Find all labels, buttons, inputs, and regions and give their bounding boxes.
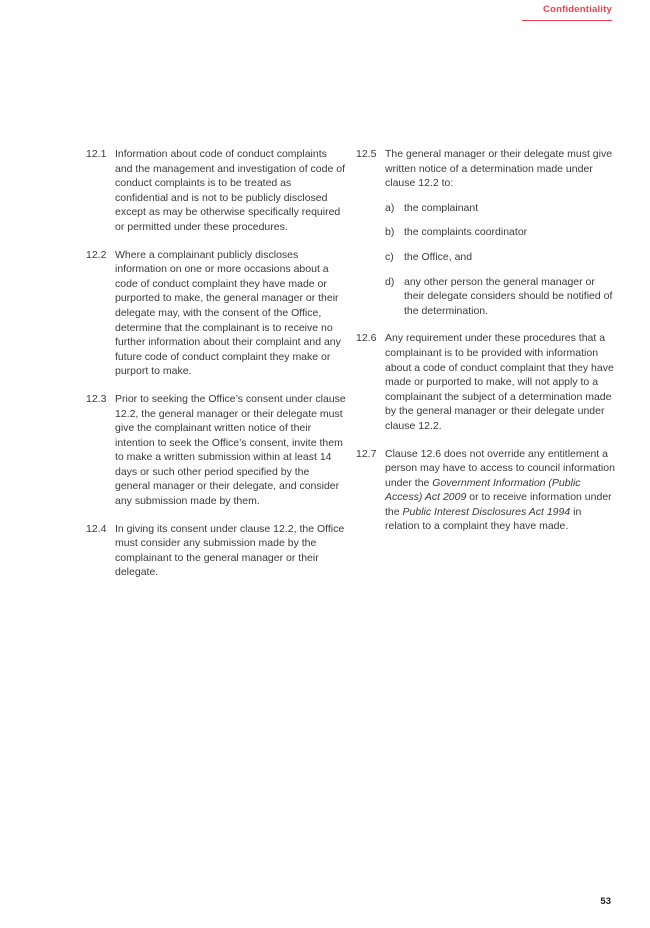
- clause-text-part: Clause 12.6 does not override any entitlement a person may have to access to council information under the: [385, 447, 615, 489]
- clause-number: 12.6: [356, 332, 377, 345]
- list-item-text: the complainant: [404, 201, 479, 214]
- clause-12-4: [86, 522, 346, 580]
- clause-12-2: [86, 248, 346, 379]
- list-item-text: any other person the general manager or their delegate considers should be notified of the determination.: [404, 275, 613, 317]
- clause-number: 12.7: [356, 447, 377, 460]
- act-title: Government Information (Public Access) Act 2009: [385, 476, 581, 504]
- clause-number: 12.2: [86, 248, 107, 261]
- act-title: Public Interest Disclosures Act 1994: [402, 505, 571, 518]
- list-item-label: a): [385, 201, 395, 214]
- header-rule: [522, 20, 612, 21]
- list-item: [385, 250, 616, 265]
- list-item-text: the Office, and: [404, 250, 473, 263]
- clause-number: 12.4: [86, 522, 107, 535]
- clause-text: Any requirement under these procedures that a complainant is to be provided with information about a code of conduct complaint that they have made or purported to make, will not apply to a complainant the subject of a determination made by the general manager or their delegate under clause 12.2.: [385, 332, 614, 432]
- clause-number: 12.3: [86, 392, 107, 405]
- clause-12-5: [356, 147, 616, 318]
- clause-text-part: or to receive information under the: [385, 491, 612, 518]
- list-item-label: b): [385, 226, 395, 239]
- right-column: [356, 147, 616, 547]
- clause-text: Where a complainant publicly discloses information on one or more occasions about a code of conduct complaint they have made or purported to make, the general manager or their delegate may, with the consent of the Office, determine that the complainant is to receive no further information about their complaint and any future code of conduct complaint they make or purport to make.: [115, 248, 341, 378]
- clause-text: [385, 447, 616, 535]
- list-item: [385, 275, 616, 319]
- clause-text: In giving its consent under clause 12.2, the Office must consider any submission made by the complainant to the general manager or their delegate.: [115, 522, 345, 579]
- list-item-text: the complaints coordinator: [404, 226, 528, 239]
- clause-12-6: [356, 331, 616, 433]
- page-number: 53: [600, 896, 611, 907]
- list-item-label: d): [385, 275, 395, 288]
- clause-number: 12.5: [356, 148, 377, 160]
- clause-text: Prior to seeking the Office’s consent under clause 12.2, the general manager or their delegate must give the complainant written notice of their intention to seek the Office’s consent, invite them to make a written submission within at least 14 days or such other period specified by the general manager or their delegate, and consider any submission made by them.: [115, 392, 346, 508]
- section-header: Confidentiality: [543, 4, 612, 15]
- list-item-label: c): [385, 250, 394, 263]
- clause-body: [385, 147, 616, 318]
- clause-number: 12.1: [86, 148, 107, 160]
- clause-text-part: in relation to a complaint they have made.: [385, 505, 582, 533]
- clause-12-1: [86, 147, 346, 235]
- clause-12-3: [86, 392, 346, 509]
- clause-text: The general manager or their delegate must give written notice of a determination made under clause 12.2 to:: [385, 148, 613, 190]
- list-item: [385, 225, 616, 240]
- left-column: [86, 147, 346, 593]
- clause-12-7: [356, 447, 616, 535]
- clause-text: Information about code of conduct complaints and the management and investigation of code of conduct complaints is to be treated as confidential and is not to be publicly disclosed except as may be otherwise specifically required or permitted under these procedures.: [115, 148, 345, 233]
- list-item: [385, 201, 616, 216]
